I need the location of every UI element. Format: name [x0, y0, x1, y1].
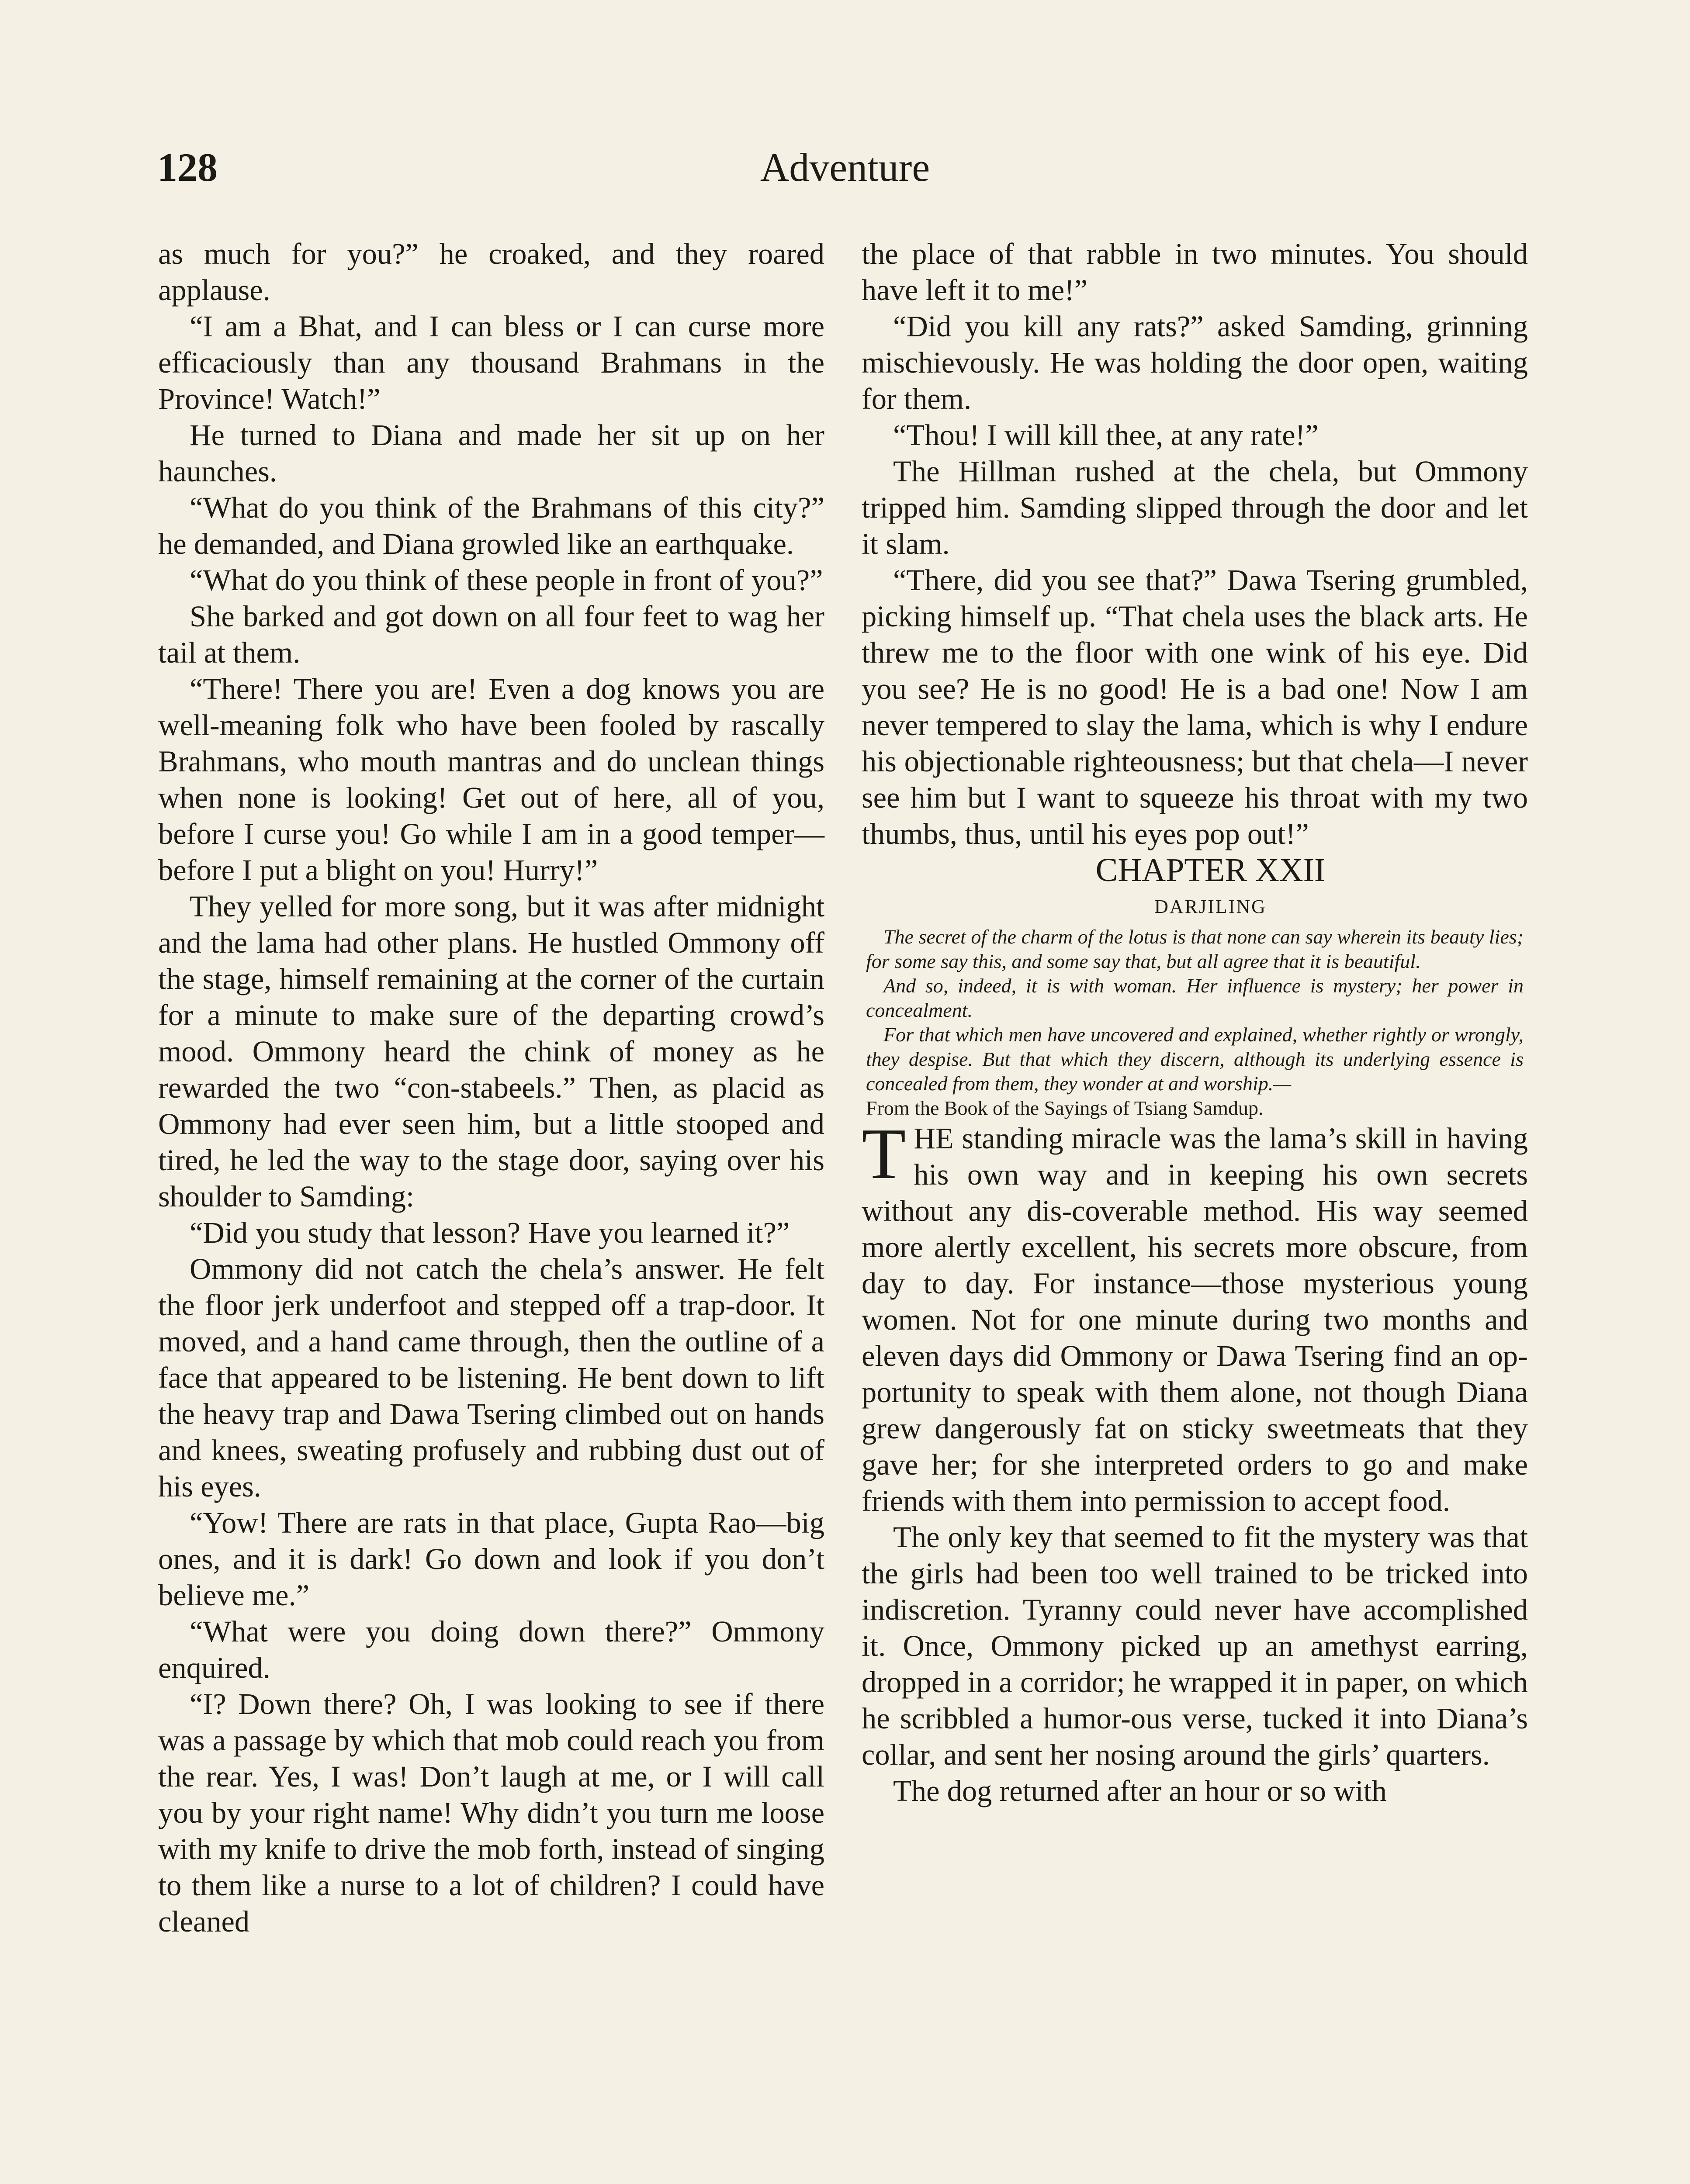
- paragraph: “I? Down there? Oh, I was looking to see if there was a passage by which that mob could reach you from the rear. Yes, I was! Don’t laugh at me, or I will call you by your right name! Why didn’t you turn me loose with my knife to drive the mob forth, instead of singing to them like a nurse to a lot of children? I could have cleaned: [158, 1687, 824, 1938]
- paragraph: as much for you?” he croaked, and they roared applause.: [158, 237, 824, 307]
- epigraph-line: And so, indeed, it is with woman. Her influence is mystery; her power in concealment.: [866, 975, 1524, 1021]
- chapter-heading: CHAPTER XXII: [1095, 852, 1326, 888]
- paragraph: “Did you kill any rats?” asked Samding, grinning mischievously. He was holding the door open, waiting for them.: [862, 310, 1528, 415]
- paragraph: “There! There you are! Even a dog knows you are well-meaning folk who have been fooled by rascally Brahmans, who mouth mantras and do unclean things when none is looking! Get out of here, all of you, before I curse you! Go while I am in a good temper—before I put a blight on you! Hurry!”: [158, 672, 824, 887]
- paragraph: “What were you doing down there?” Ommony enquired.: [158, 1615, 824, 1684]
- paragraph: the place of that rabble in two minutes. You should have left it to me!”: [862, 237, 1528, 307]
- paragraph: The only key that seemed to fit the mystery was that the girls had been too well trained to be tricked into indiscretion. Tyranny could never have accomplished it. Once, Ommony picked up an amethyst earring, dropped in a corridor; he wrapped it in paper, on which he scribbled a humor-ous verse, tucked it into Diana’s collar, and sent her nosing around the girls’ quarters.: [862, 1521, 1528, 1771]
- chapter-subtitle: DARJILING: [1154, 896, 1267, 917]
- chapter-opening-paragraph: [862, 1113, 1528, 1519]
- paragraph: “Thou! I will kill thee, at any rate!”: [893, 418, 1319, 452]
- paragraph: The dog returned after an hour or so with: [893, 1774, 1387, 1807]
- paragraph: He turned to Diana and made her sit up on her haunches.: [158, 418, 824, 488]
- page-number: 128: [157, 145, 218, 190]
- epigraph-line: The secret of the charm of the lotus is that none can say wherein its beauty lies; for some say this, and some say that, but all agree that it is beautiful.: [866, 926, 1524, 972]
- paragraph: “There, did you see that?” Dawa Tsering grumbled, picking himself up. “That chela uses the black arts. He threw me to the floor with one wink of his eye. Did you see? He is no good! He is a bad one! Now I am never tempered to slay the lama, which is why I endure his objectionable righteousness; but that chela—I never see him but I want to squeeze his throat with my two thumbs, thus, until his eyes pop out!”: [862, 563, 1528, 850]
- paragraph: Ommony did not catch the chela’s answer. He felt the floor jerk underfoot and stepped off a trap-door. It moved, and a hand came through, then the outline of a face that appeared to be listening. He bent down to lift the heavy trap and Dawa Tsering climbed out on hands and knees, sweating profusely and rubbing dust out of his eyes.: [158, 1252, 824, 1503]
- paragraph: “Yow! There are rats in that place, Gupta Rao—big ones, and it is dark! Go down and look if you don’t believe me.”: [158, 1506, 824, 1612]
- drop-cap: T: [862, 1113, 906, 1194]
- paragraph: The Hillman rushed at the chela, but Ommony tripped him. Samding slipped through the door and let it slam.: [862, 455, 1528, 560]
- running-title: Adventure: [760, 145, 930, 190]
- left-column: [158, 236, 824, 1940]
- paragraph: They yelled for more song, but it was after midnight and the lama had other plans. He hustled Ommony off the stage, himself remaining at the corner of the curtain for a minute to make sure of the departing crowd’s mood. Ommony heard the chink of money as he rewarded the two “con-stabeels.” Then, as placid as Ommony had ever seen him, but a little stooped and tired, he led the way to the stage door, saying over his shoulder to Samding:: [158, 890, 824, 1213]
- paragraph: She barked and got down on all four feet to wag her tail at them.: [158, 600, 824, 669]
- paragraph: “I am a Bhat, and I can bless or I can curse more efficaciously than any thousand Brahmans in the Province! Watch!”: [158, 310, 824, 415]
- right-column: [862, 236, 1528, 1809]
- epigraph-line: For that which men have uncovered and explained, whether rightly or wrongly, they despise. But that which they discern, although its underlying essence is concealed from them, they wonder at and worship.—: [866, 1023, 1524, 1095]
- paragraph: “What do you think of the Brahmans of this city?” he demanded, and Diana growled like an earthquake.: [158, 491, 824, 560]
- page-header: [0, 144, 1690, 197]
- epigraph: [866, 925, 1524, 1120]
- epigraph-attribution: From the Book of the Sayings of Tsiang Samdup.: [866, 1097, 1264, 1119]
- paragraph: “What do you think of these people in front of you?”: [190, 563, 823, 597]
- opening-text: HE standing miracle was the lama’s skill in having his own way and in keeping his own secrets without any dis-coverable method. His way seemed more alertly excellent, his secrets more obscure, from day to day. For instance—those mysterious young women. Not for one minute during two months and eleven days did Ommony or Dawa Tsering find an op-portunity to speak with them alone, not though Diana grew dangerously fat on sticky sweetmeats that they gave her; for she interpreted orders to go and make friends with them into permission to accept food.: [862, 1122, 1528, 1517]
- paragraph: “Did you study that lesson? Have you learned it?”: [190, 1216, 790, 1249]
